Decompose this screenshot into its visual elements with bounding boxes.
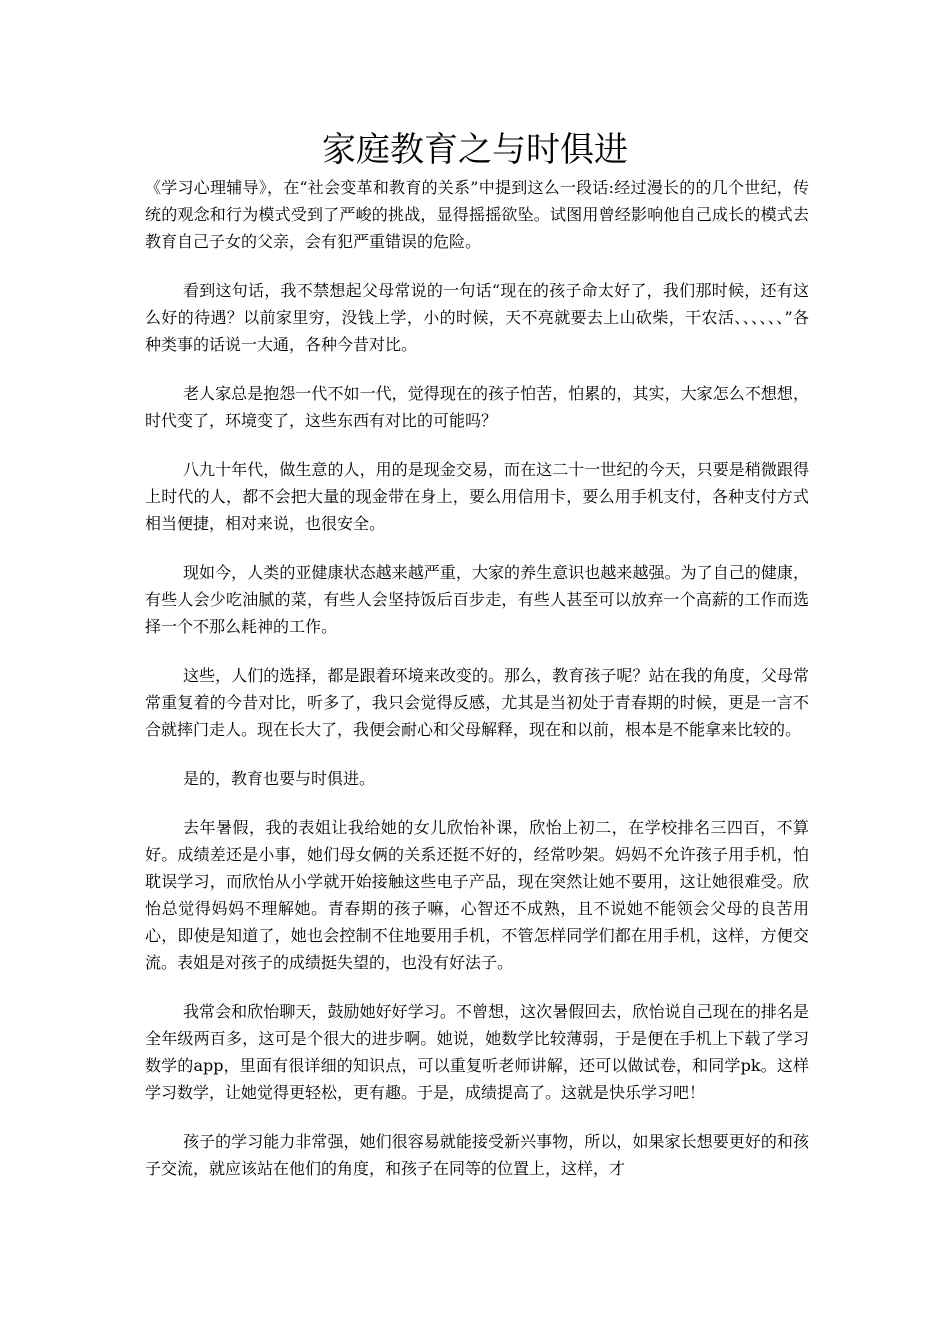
paragraph: 《学习心理辅导》，在“社会变革和教育的关系”中提到这么一段话:经过漫长的的几个世纪，传统的观念和行为模式受到了严峻的挑战，显得摇摇欲坠。试图用曾经影响他自己成长的模式去教育自己子女的父亲，会有犯严重错误的危险。 xyxy=(145,178,809,251)
paragraph: 我常会和欣怡聊天，鼓励她好好学习。不曾想，这次暑假回去，欣怡说自己现在的排名是全年级两百多，这可是个很大的进步啊。她说，她数学比较薄弱，于是便在手机上下载了学习数学的app，里面有很详细的知识点，可以重复听老师讲解，还可以做试卷，和同学pk。这样学习数学，让她觉得更轻松，更有趣。于是，成绩提高了。这就是快乐学习吧！ xyxy=(145,1002,809,1102)
paragraph: 现如今，人类的亚健康状态越来越严重，大家的养生意识也越来越强。为了自己的健康，有些人会少吃油腻的菜，有些人会坚持饭后百步走，有些人甚至可以放弃一个高薪的工作而选择一个不那么耗神的工作。 xyxy=(145,563,809,636)
paragraph: 八九十年代，做生意的人，用的是现金交易，而在这二十一世纪的今天，只要是稍微跟得上时代的人，都不会把大量的现金带在身上，要么用信用卡，要么用手机支付，各种支付方式相当便捷，相对来说，也很安全。 xyxy=(145,460,809,533)
document-title: 家庭教育之与时俱进 xyxy=(322,130,628,170)
paragraph: 是的，教育也要与时俱进。 xyxy=(183,769,376,788)
paragraph: 去年暑假，我的表姐让我给她的女儿欣怡补课，欣怡上初二，在学校排名三四百，不算好。成绩差还是小事，她们母女俩的关系还挺不好的，经常吵架。妈妈不允许孩子用手机，怕耽误学习，而欣怡从小学就开始接触这些电子产品，现在突然让她不要用，这让她很难受。欣怡总觉得妈妈不理解她。青春期的孩子嘛，心智还不成熟，且不说她不能领会父母的良苦用心，即使是知道了，她也会控制不住地要用手机，不管怎样同学们都在用手机，这样，方便交流。表姐是对孩子的成绩挺失望的，也没有好法子。 xyxy=(145,818,809,972)
paragraph: 孩子的学习能力非常强，她们很容易就能接受新兴事物，所以，如果家长想要更好的和孩子交流，就应该站在他们的角度，和孩子在同等的位置上，这样，才 xyxy=(145,1132,809,1178)
document-body xyxy=(145,174,809,1204)
paragraph: 老人家总是抱怨一代不如一代，觉得现在的孩子怕苦，怕累的，其实，大家怎么不想想，时代变了，环境变了，这些东西有对比的可能吗？ xyxy=(145,384,809,430)
paragraph: 这些，人们的选择，都是跟着环境来改变的。那么，教育孩子呢？站在我的角度，父母常常重复着的今昔对比，听多了，我只会觉得反感，尤其是当初处于青春期的时候，更是一言不合就摔门走人。现在长大了，我便会耐心和父母解释，现在和以前，根本是不能拿来比较的。 xyxy=(145,666,809,739)
paragraph: 看到这句话，我不禁想起父母常说的一句话“现在的孩子命太好了，我们那时候，还有这么好的待遇？以前家里穷，没钱上学，小的时候，天不亮就要去上山砍柴，干农活、、、、、、”各种类事的话说一大通，各种今昔对比。 xyxy=(145,281,809,354)
